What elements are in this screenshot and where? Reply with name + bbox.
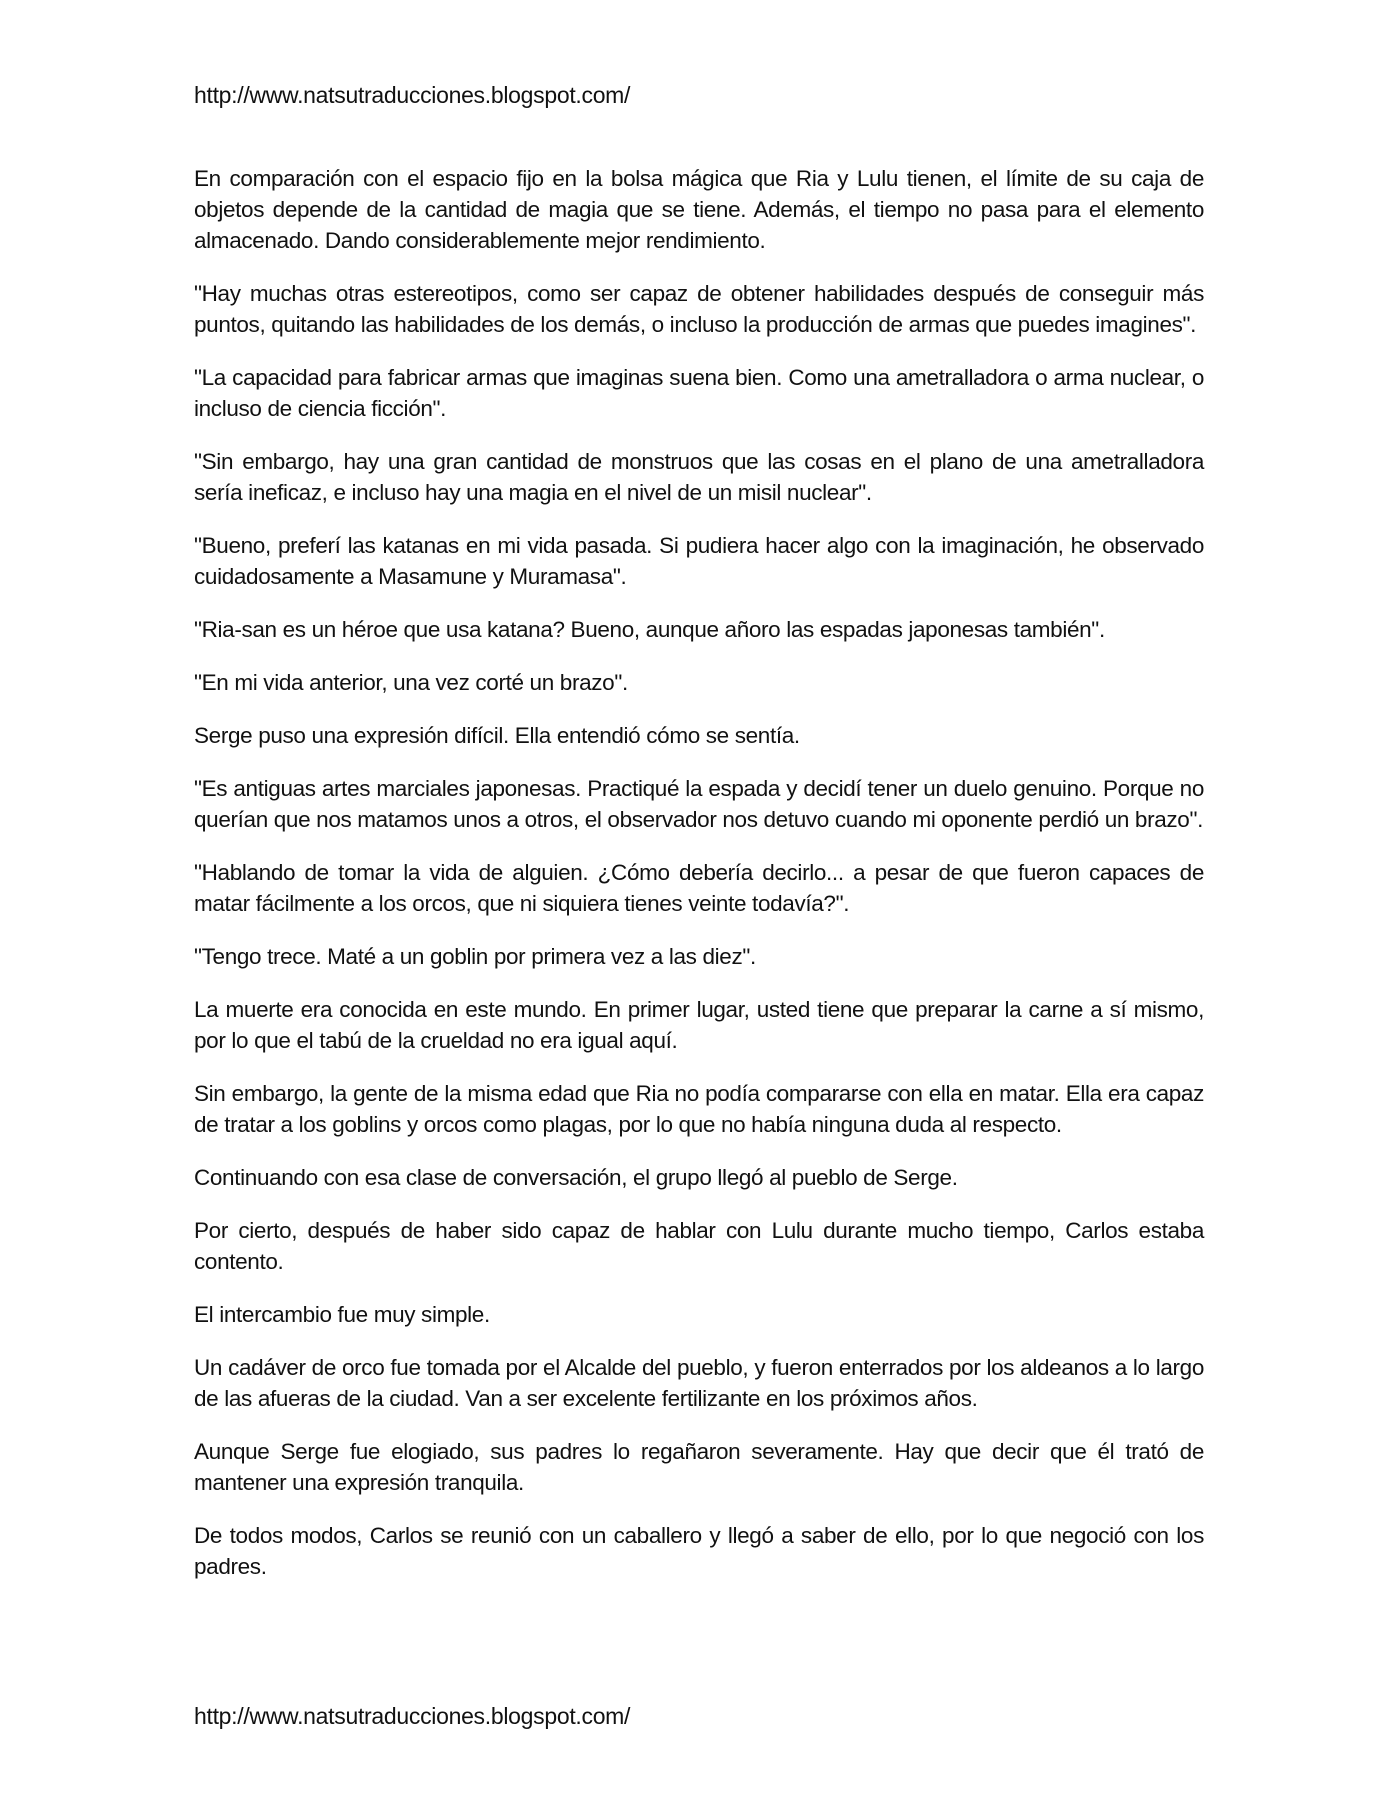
paragraph: En comparación con el espacio fijo en la bolsa mágica que Ria y Lulu tienen, el límite de su caja de objetos depende de la cantidad de magia que se tiene. Además, el tiempo no pasa para el elemento almacenado. Dando considerablemente mejor rendimiento. (194, 166, 1204, 253)
paragraph: "Sin embargo, hay una gran cantidad de monstruos que las cosas en el plano de una ametralladora sería ineficaz, e incluso hay una magia en el nivel de un misil nuclear". (194, 449, 1204, 505)
paragraph: Sin embargo, la gente de la misma edad que Ria no podía compararse con ella en matar. Ella era capaz de tratar a los goblins y orcos como plagas, por lo que no había ninguna duda al respecto. (194, 1081, 1204, 1137)
paragraph: La muerte era conocida en este mundo. En primer lugar, usted tiene que preparar la carne a sí mismo, por lo que el tabú de la crueldad no era igual aquí. (194, 997, 1204, 1053)
paragraph: Aunque Serge fue elogiado, sus padres lo regañaron severamente. Hay que decir que él trató de mantener una expresión tranquila. (194, 1439, 1204, 1495)
paragraph: "La capacidad para fabricar armas que imaginas suena bien. Como una ametralladora o arma nuclear, o incluso de ciencia ficción". (194, 365, 1204, 421)
paragraph: "Bueno, preferí las katanas en mi vida pasada. Si pudiera hacer algo con la imaginación, he observado cuidadosamente a Masamune y Muramasa". (194, 533, 1204, 589)
paragraph: Continuando con esa clase de conversación, el grupo llegó al pueblo de Serge. (194, 1165, 958, 1190)
paragraph: "En mi vida anterior, una vez corté un brazo". (194, 670, 628, 695)
paragraph: De todos modos, Carlos se reunió con un caballero y llegó a saber de ello, por lo que negoció con los padres. (194, 1523, 1204, 1579)
paragraph: Un cadáver de orco fue tomada por el Alcalde del pueblo, y fueron enterrados por los aldeanos a lo largo de las afueras de la ciudad. Van a ser excelente fertilizante en los próximos años. (194, 1355, 1204, 1411)
paragraph: "Es antiguas artes marciales japonesas. Practiqué la espada y decidí tener un duelo genuino. Porque no querían que nos matamos unos a otros, el observador nos detuvo cuando mi oponente perdió un brazo". (194, 776, 1204, 832)
paragraph: "Hay muchas otras estereotipos, como ser capaz de obtener habilidades después de conseguir más puntos, quitando las habilidades de los demás, o incluso la producción de armas que puedes imagines". (194, 281, 1204, 337)
paragraph: Por cierto, después de haber sido capaz de hablar con Lulu durante mucho tiempo, Carlos estaba contento. (194, 1218, 1204, 1274)
paragraph: Serge puso una expresión difícil. Ella entendió cómo se sentía. (194, 723, 800, 748)
paragraph: "Hablando de tomar la vida de alguien. ¿Cómo debería decirlo... a pesar de que fueron capaces de matar fácilmente a los orcos, que ni siquiera tienes veinte todavía?". (194, 860, 1204, 916)
document-body (194, 163, 1204, 1604)
paragraph: El intercambio fue muy simple. (194, 1302, 490, 1327)
footer-url: http://www.natsutraducciones.blogspot.com/ (194, 1703, 631, 1729)
paragraph: "Tengo trece. Maté a un goblin por primera vez a las diez". (194, 944, 756, 969)
paragraph: "Ria-san es un héroe que usa katana? Bueno, aunque añoro las espadas japonesas también". (194, 617, 1105, 642)
header-url: http://www.natsutraducciones.blogspot.com/ (194, 82, 631, 108)
